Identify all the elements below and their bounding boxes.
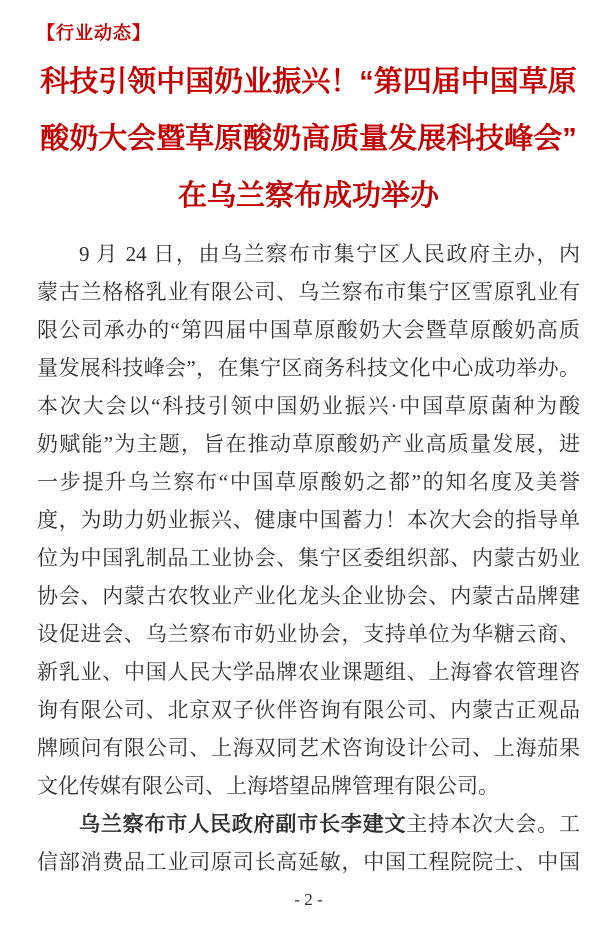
paragraph-line: 协会、内蒙古农牧业产业化龙头企业协会、内蒙古品牌建 bbox=[37, 584, 580, 608]
article-title bbox=[37, 54, 580, 225]
paragraph-line bbox=[37, 805, 580, 843]
paragraph-line: 量发展科技峰会”，在集宁区商务科技文化中心成功举办。 bbox=[37, 356, 580, 380]
article-title-line: 酸奶大会暨草原酸奶高质量发展科技峰会” bbox=[40, 123, 577, 155]
paragraph-line: 信部消费品工业司原司长高延敏，中国工程院院士、中国 bbox=[37, 850, 580, 874]
paragraph-line: 9 月 24 日，由乌兰察布市集宁区人民政府主办，内 bbox=[79, 242, 580, 266]
paragraph-1 bbox=[37, 235, 580, 805]
paragraph-line: 一步提升乌兰察布“中国草原酸奶之都”的知名度及美誉 bbox=[37, 470, 580, 494]
paragraph-line: 蒙古兰格格乳业有限公司、乌兰察布市集宁区雪原乳业有 bbox=[37, 280, 580, 304]
section-tag: 【行业动态】 bbox=[37, 23, 151, 43]
paragraph-2 bbox=[37, 805, 580, 881]
paragraph-line: 本次大会以“科技引领中国奶业振兴·中国草原菌种为酸 bbox=[37, 394, 580, 418]
article-body bbox=[37, 235, 580, 881]
paragraph-line: 位为中国乳制品工业协会、集宁区委组织部、内蒙古奶业 bbox=[37, 546, 580, 570]
speaker-name: 乌兰察布市人民政府副市长李建文 bbox=[79, 812, 407, 836]
paragraph-line: 牌顾问有限公司、上海双同艺术咨询设计公司、上海茄果 bbox=[37, 736, 580, 760]
article-title-line: 科技引领中国奶业振兴！“第四届中国草原 bbox=[40, 66, 577, 98]
paragraph-line: 新乳业、中国人民大学品牌农业课题组、上海睿农管理咨 bbox=[37, 660, 580, 684]
paragraph-line: 限公司承办的“第四届中国草原酸奶大会暨草原酸奶高质 bbox=[37, 318, 580, 342]
paragraph-line: 询有限公司、北京双子伙伴咨询有限公司、内蒙古正观品 bbox=[37, 698, 580, 722]
paragraph-line: 设促进会、乌兰察布市奶业协会，支持单位为华糖云商、 bbox=[37, 622, 580, 646]
page-number: - 2 - bbox=[294, 890, 323, 909]
paragraph-line: 文化传媒有限公司、上海塔望品牌管理有限公司。 bbox=[37, 774, 499, 798]
paragraph-line: 奶赋能”为主题，旨在推动草原酸奶产业高质量发展，进 bbox=[37, 432, 580, 456]
paragraph-line: 度，为助力奶业振兴、健康中国蓄力！本次大会的指导单 bbox=[37, 508, 580, 532]
paragraph-text: 主持本次大会。工 bbox=[406, 812, 580, 836]
article-title-line: 在乌兰察布成功举办 bbox=[177, 180, 439, 212]
